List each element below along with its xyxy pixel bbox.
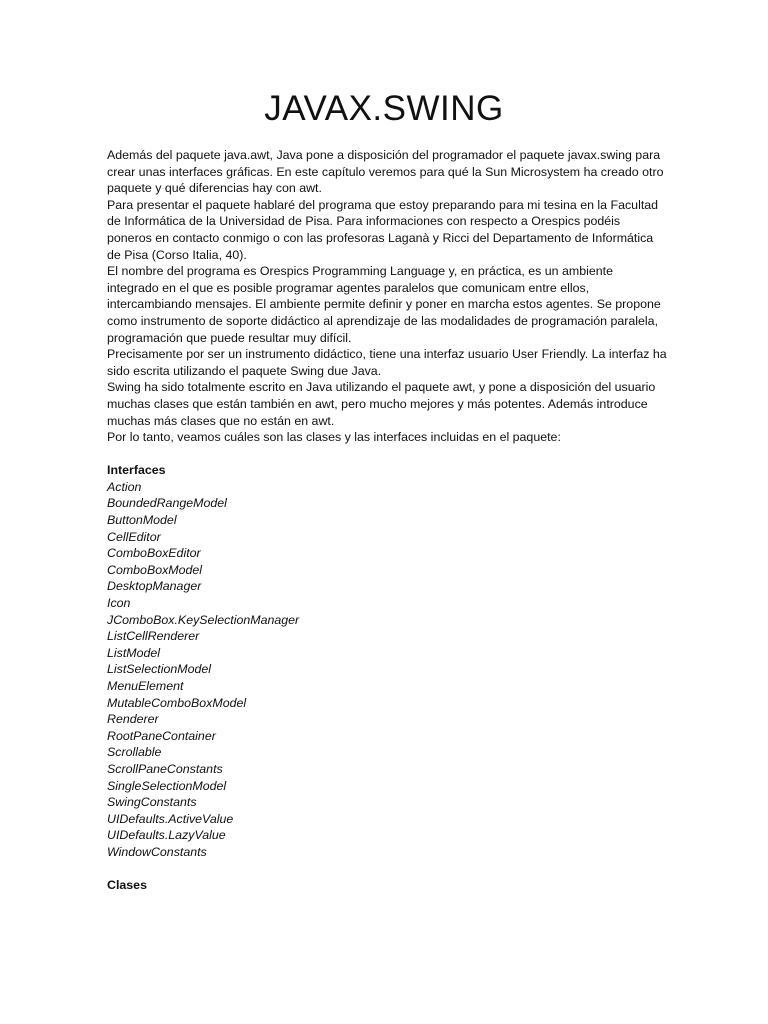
list-item: CellEditor [107, 529, 161, 544]
list-item: Action [107, 479, 142, 494]
page-title: JAVAX.SWING [264, 89, 504, 128]
list-item: MenuElement [107, 679, 184, 693]
paragraph-thesis: Para presentar el paquete hablaré del programa que estoy preparando para mi tesina en la Facultad de Informática de la Universidad de Pisa. Para informaciones con respecto a Orespics podéis poneros en contacto conmigo o con las profesoras Laganà y Ricci del Departamento de Informática de Pisa (Corso Italia, 40). [107, 197, 659, 262]
paragraph-program-name: El nombre del programa es Orespics Programming Language y, en práctica, es un ambiente integrado en el que es posible programar agentes paralelos que comunicam entre ellos, intercambiando mensajes. El ambiente permite definir y poner en marcha estos agentes. Se propone como instrumento de soporte didáctico al aprendizaje de las modalidades de programación paralela, programación que puede resultar muy difícil. [107, 264, 661, 345]
paragraph-intro: Además del paquete java.awt, Java pone a disposición del programador el paquete javax.swing para crear unas interfaces gráficas. En este capítulo veremos para qué la Sun Microsystem ha creado otro paquete y qué diferencias hay con awt. [107, 148, 664, 196]
classes-heading: Clases [107, 878, 147, 893]
list-item: UIDefaults.ActiveValue [107, 811, 234, 826]
spacer [107, 446, 667, 463]
list-item: DesktopManager [107, 579, 202, 594]
list-item: MutableComboBoxModel [107, 695, 247, 710]
list-item: Renderer [107, 712, 159, 727]
list-item: WindowConstants [107, 844, 207, 859]
list-item: SingleSelectionModel [107, 778, 227, 793]
list-item: JComboBox.KeySelectionManager [107, 612, 300, 627]
list-item: Icon [107, 596, 131, 611]
spacer [107, 861, 667, 878]
paragraph-user-friendly: Precisamente por ser un instrumento didáctico, tiene una interfaz usuario User Friendly. La interfaz ha sido escrita utilizando el paquete Swing due Java. [107, 347, 667, 378]
interfaces-list [107, 479, 667, 861]
paragraph-swing-awt: Swing ha sido totalmente escrito en Java utilizando el paquete awt, y pone a disposición del usuario muchas clases que están también en awt, pero mucho mejores y más potentes. Además introduce muchas más clases que no están en awt. [107, 380, 656, 428]
list-item: ComboBoxModel [107, 562, 203, 577]
list-item: ListModel [107, 645, 161, 660]
list-item: BoundedRangeModel [107, 496, 227, 511]
paragraph-lead-in: Por lo tanto, veamos cuáles son las clases y las interfaces incluidas en el paquete: [107, 430, 561, 445]
list-item: Scrollable [107, 745, 162, 760]
list-item: UIDefaults.LazyValue [107, 828, 226, 843]
list-item: ButtonModel [107, 513, 177, 528]
document-body [107, 147, 667, 894]
interfaces-heading: Interfaces [107, 463, 166, 478]
list-item: SwingConstants [107, 795, 197, 810]
list-item: ComboBoxEditor [107, 546, 201, 561]
list-item: ScrollPaneConstants [107, 761, 223, 776]
list-item: RootPaneContainer [107, 728, 216, 743]
list-item: ListCellRenderer [107, 629, 200, 644]
list-item: ListSelectionModel [107, 662, 212, 677]
